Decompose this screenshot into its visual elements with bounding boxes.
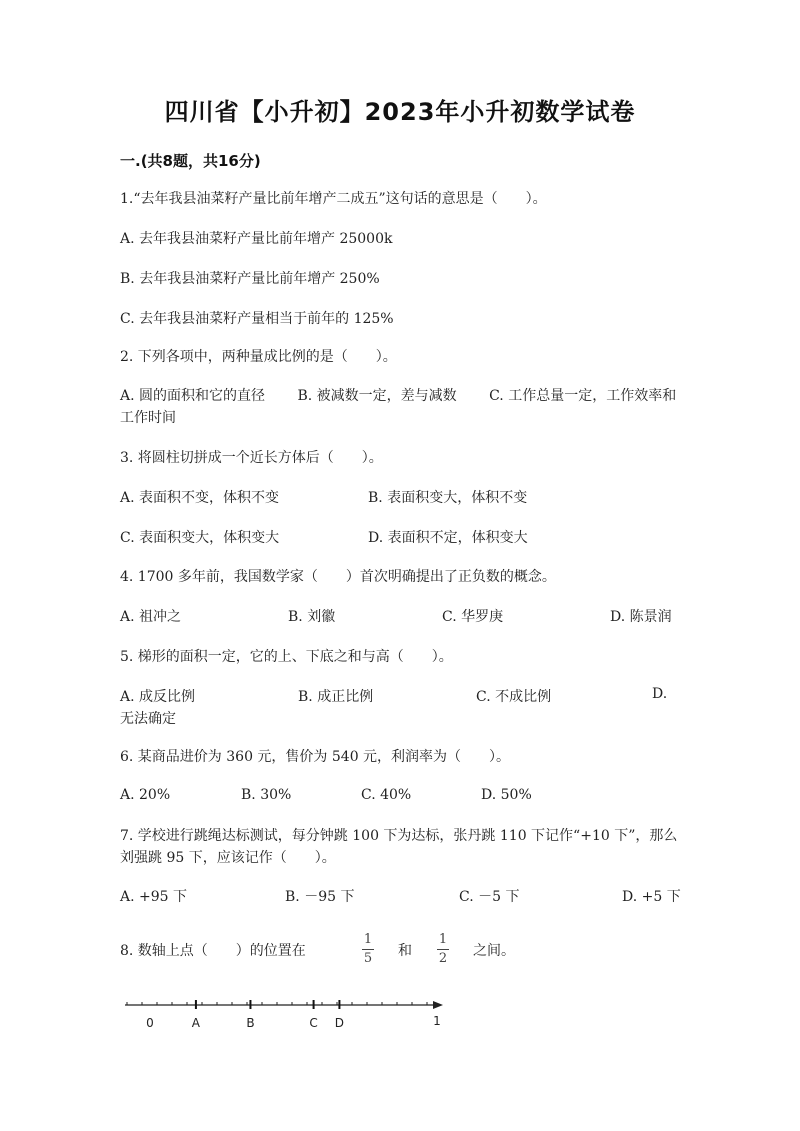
axis-label-b: B xyxy=(246,1016,255,1030)
q1-option-a: A. 去年我县油菜籽产量比前年增产 25000k xyxy=(120,231,393,247)
number-line-ticks xyxy=(127,1002,427,1005)
axis-label-zero: 0 xyxy=(146,1016,154,1030)
q2-stem: 2. 下列各项中，两种量成比例的是（ ）。 xyxy=(120,349,397,365)
fraction-denominator: 2 xyxy=(438,951,448,966)
q7-option-c: C. －5 下 xyxy=(459,889,520,905)
section-heading: 一.(共8题，共16分) xyxy=(120,152,261,170)
axis-label-d: D xyxy=(334,1016,345,1030)
number-line-arrowhead xyxy=(433,1001,443,1009)
q7-option-d: D. +5 下 xyxy=(622,889,681,905)
q5-option-b: B. 成正比例 xyxy=(298,689,374,705)
q4-option-a: A. 祖冲之 xyxy=(120,609,182,625)
fraction-denominator: 5 xyxy=(363,951,373,966)
q6-option-a: A. 20% xyxy=(120,787,171,803)
axis-label-a: A xyxy=(191,1016,201,1030)
q3-stem: 3. 将圆柱切拼成一个近长方体后（ ）。 xyxy=(120,450,383,466)
q4-option-b: B. 刘徽 xyxy=(288,609,336,625)
q5-option-d-text: 无法确定 xyxy=(120,711,176,727)
page-title: 四川省【小升初】2023年小升初数学试卷 xyxy=(164,98,636,126)
q6-option-d: D. 50% xyxy=(481,787,532,803)
q4-option-d: D. 陈景润 xyxy=(610,609,672,625)
q1-option-b: B. 去年我县油菜籽产量比前年增产 250% xyxy=(120,271,380,287)
q8-stem-part1: 8. 数轴上点（ ）的位置在 xyxy=(120,943,306,959)
q3-option-b: B. 表面积变大，体积不变 xyxy=(368,490,528,506)
axis-label-one: 1 xyxy=(433,1014,441,1028)
q7-option-b: B. －95 下 xyxy=(285,889,355,905)
q8-fraction-one-fifth xyxy=(359,932,377,967)
q5-stem: 5. 梯形的面积一定，它的上、下底之和与高（ ）。 xyxy=(120,649,453,665)
axis-label-c: C xyxy=(309,1016,318,1030)
q6-option-b: B. 30% xyxy=(241,787,292,803)
fraction-bar xyxy=(362,949,374,950)
q1-stem: 1.“去年我县油菜籽产量比前年增产二成五”这句话的意思是（ ）。 xyxy=(120,191,547,207)
q8-fraction-one-half xyxy=(434,932,452,967)
q5-option-a: A. 成反比例 xyxy=(120,689,196,705)
q4-stem: 4. 1700 多年前，我国数学家（ ）首次明确提出了正负数的概念。 xyxy=(120,569,556,585)
q2-options: A. 圆的面积和它的直径 B. 被减数一定，差与减数 C. 工作总量一定，工作效率和工作时间 xyxy=(120,388,677,426)
q6-stem: 6. 某商品进价为 360 元，售价为 540 元，利润率为（ ）。 xyxy=(120,749,511,765)
fraction-bar xyxy=(437,949,449,950)
q8-stem-part2: 之间。 xyxy=(473,943,515,959)
q5-option-c: C. 不成比例 xyxy=(476,689,552,705)
number-line xyxy=(115,990,455,1040)
q6-option-c: C. 40% xyxy=(361,787,412,803)
q3-option-d: D. 表面积不定，体积变大 xyxy=(368,530,528,546)
q4-option-c: C. 华罗庚 xyxy=(442,609,504,625)
q5-option-d-label: D. xyxy=(652,686,668,702)
fraction-numerator: 1 xyxy=(438,932,448,947)
q7-stem: 7. 学校进行跳绳达标测试，每分钟跳 100 下为达标，张丹跳 110 下记作“+10 下”，那么刘强跳 95 下，应该记作（ ）。 xyxy=(120,828,678,866)
q8-and-text: 和 xyxy=(398,943,412,959)
fraction-numerator: 1 xyxy=(363,932,373,947)
q1-option-c: C. 去年我县油菜籽产量相当于前年的 125% xyxy=(120,311,394,327)
q7-option-a: A. +95 下 xyxy=(120,889,188,905)
q3-option-a: A. 表面积不变，体积不变 xyxy=(120,490,280,506)
q3-option-c: C. 表面积变大，体积变大 xyxy=(120,530,280,546)
